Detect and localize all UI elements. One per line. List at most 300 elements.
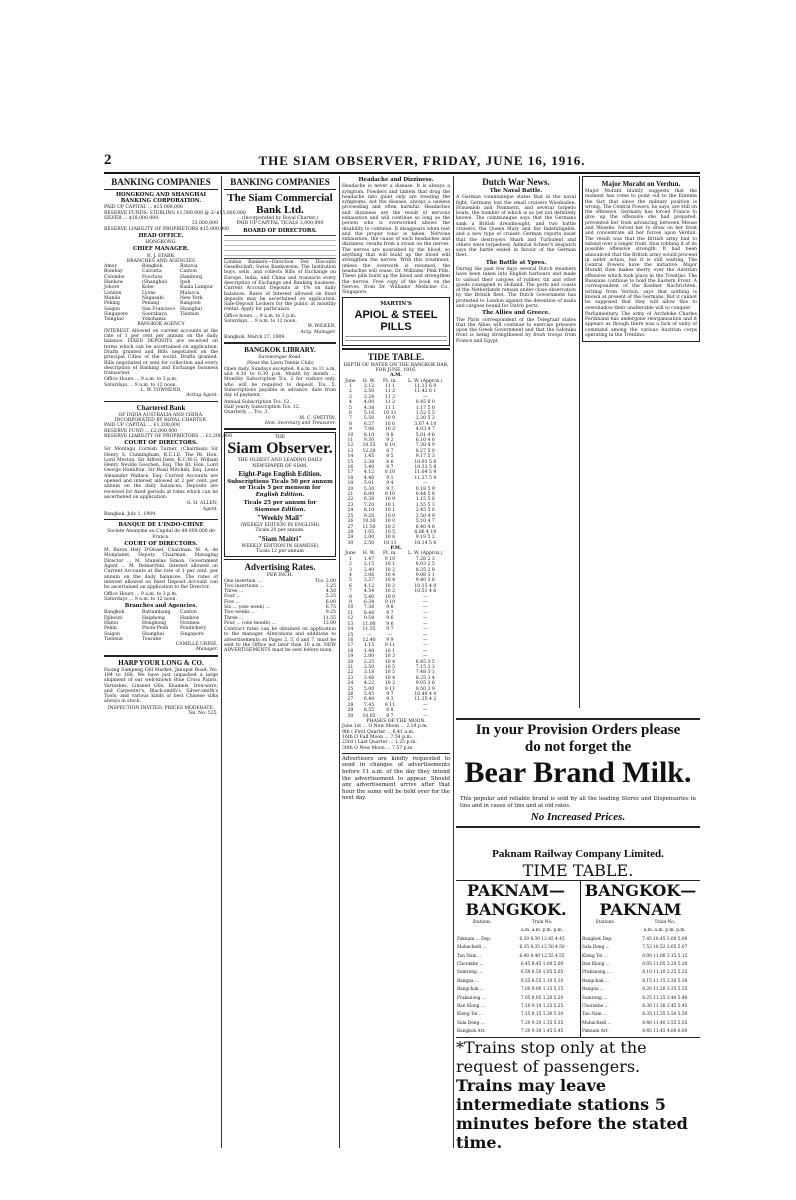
article-subheading: The Battle at Ypres. (485, 259, 547, 266)
merchant-notice: Facing Sampeng Old Market, Janupat Road, No. 184 to 188. We have just unpacked a large shipment of our well-known Blue Cross Paints, Varnishes, Linseed Oils, Enamels, Iron-ware, and Carpenter's, Black-smith's, Silver-smith's Tools, and various kinds of best Chinese silks always in stock. (104, 667, 218, 705)
tide-cell: 22 (347, 497, 354, 503)
subscription-rate: Ticals 25 per annum for (243, 499, 317, 506)
tide-cell: 7.28 2 3 (415, 556, 435, 562)
tide-cell: 5.16 (363, 410, 375, 416)
stations-label: Stations. (595, 920, 615, 925)
adrate-price: 3.25 (325, 583, 336, 589)
tide-cell: 9.19 5 2 (415, 535, 435, 541)
tide-cell: 10.01 5 6 (414, 459, 437, 465)
tide-cell: 10 1 (384, 562, 396, 568)
divider (456, 826, 700, 828)
tide-month: FOR JUNE, 1916. (375, 367, 417, 373)
divider (342, 753, 450, 754)
divider (224, 342, 336, 344)
branch-item: Lyons (142, 290, 156, 296)
ad-brand: Bear Brand Milk. (464, 756, 692, 789)
tide-cell: 4 (348, 573, 352, 579)
tide-cell: 2 (348, 389, 352, 395)
ad-tagline: No Increased Prices. (530, 811, 626, 824)
tide-cell: 23 (347, 675, 354, 681)
branch-item: London (104, 290, 122, 296)
branch-item: Pnom-Penh (142, 626, 169, 632)
station-name: Samrong ... (457, 970, 483, 976)
train-times: 6.40 8.40 12.55 4.55 (519, 953, 565, 959)
bank-name: The Siam Commercial Bank Ltd. (227, 192, 333, 216)
tide-cell: — (423, 605, 428, 611)
adrate-label: Two insertions ... (224, 583, 264, 589)
tide-cell: 1 (348, 383, 352, 389)
library-fee: Half yearly Subscription Tcs. 12. (224, 404, 301, 410)
station-name: Chorakhe ... (582, 1004, 609, 1010)
tide-cell: 11.42 6 1 (414, 389, 437, 395)
tide-cell: 14 (347, 627, 354, 633)
tide-cell: 3 (348, 394, 352, 400)
table-row (581, 1011, 700, 1019)
library-name: BANGKOK LIBRARY. (244, 346, 316, 355)
observer-name: Siam Observer. (227, 440, 333, 458)
tide-cell: 9 1 (386, 475, 394, 481)
tide-cell: — (423, 600, 428, 606)
tide-title: TIDE TABLE. (367, 351, 425, 362)
tide-cell: 11.55 (362, 627, 376, 633)
branch-item: Singapore (180, 631, 204, 637)
article-heading: Dutch War News. (482, 177, 550, 187)
tide-cell: 19 (347, 654, 354, 660)
divider (104, 401, 218, 402)
article-heading: Major Moraht on Verdun. (601, 180, 681, 188)
adrates-sub: PER INCH. (266, 573, 294, 579)
tide-cell: 9.30 (363, 438, 375, 443)
weekly-mail: "Weekly Mail" (257, 514, 303, 523)
tide-cell: 9.17 5 3 (415, 454, 435, 460)
article-body: Major Moraht bluntly suggests that the moment has come to point out to the Entente the fact that since the military position is wrong. The Central Powers, he says, are still on the offensive. Germany has forced France to give up the offensive she had prepared, prevented her from advancing between Meuse and Moselle, forced her to draw on her front and concentrate all her forces upon Verdun. The result was that the British army had to extend over a longer front, thus robbing it of its possible offensive strength. It had been announced that the British army would proceed in wider action, but it is still waiting. The Central Powers have the initiative. Major Moraht then makes merry over the Austrian offensive which took place in the Trentino. The Russians continue to hold the Eastern Front. A correspondent of the Koelner Nachrichten, writing from Verdun, says that nothing is known at present of the Germans. But it cannot be supposed that they will allow this to overshadow their unalterable will to conquer. (585, 189, 697, 311)
tide-cell: 4.12 (363, 470, 375, 476)
tide-cell: — (423, 621, 428, 627)
tide-cell: 26 (347, 519, 354, 525)
tide-cell: 4 (348, 400, 352, 406)
tide-cell: 30 (347, 713, 354, 719)
train-times: 7.45 10.45 3.00 5.00 (642, 936, 688, 942)
tide-cell: — (423, 648, 428, 654)
tide-cell: 11 2 (384, 400, 396, 406)
notice-date: Bangkok, July 1, 1909. (104, 511, 157, 517)
divider (104, 655, 218, 657)
tide-cell: 10 8 (384, 535, 396, 541)
tide-cell: 19 (347, 481, 354, 487)
tide-cell: 1.15 5 6 (415, 497, 435, 503)
column-verdun (582, 176, 700, 712)
tide-cell: 9.58 (363, 616, 375, 622)
advertisers-notice: Advertisers are kindly requested to send in changes of advertisements before 11 a.m. of the day they intend the advertisement to appear. Should any advertisement arrive after that hour the same will be held over for the next day. (342, 755, 450, 802)
adrate-label: Four ... (224, 594, 241, 600)
tide-cell: 9 (348, 427, 352, 433)
tide-cell: 12.40 (362, 637, 376, 643)
pills-ad (342, 297, 450, 345)
tide-cell: 8.10 (363, 508, 375, 514)
tide-cell: 1 (348, 556, 352, 562)
weekly-sub: (WEEKLY EDITION IN ENGLISH) (240, 523, 320, 529)
tide-cell: 12.20 (362, 448, 376, 454)
tide-col-header: June (345, 551, 356, 557)
divider (224, 559, 336, 560)
tide-cell: 10 1 (384, 502, 396, 508)
adrate-label: Five ... (224, 599, 240, 605)
library-subtitle: (Near the Lawn Tennis Club) (246, 360, 314, 366)
tide-cell: 10 11 (383, 410, 397, 416)
tide-cell: 1.55 5 3 (415, 502, 435, 508)
tide-cell: 6.00 (363, 492, 375, 498)
tide-cell: 8 11 (384, 702, 396, 708)
tide-cell: 6.38 (363, 497, 375, 503)
tide-cell: 10.33 5 8 (414, 465, 437, 471)
tide-cell: 3.50 4 9 (415, 513, 435, 519)
tide-cell: — (423, 481, 428, 487)
table-row (581, 944, 700, 952)
weekly-rate: Ticals 20 per annum. (255, 528, 305, 534)
capital-line: PAID UP CAPITAL ... $15,000,000 (104, 205, 183, 211)
adrate-label: Three ... (224, 615, 244, 621)
table-row (456, 936, 576, 944)
branch-item: Noumea (180, 620, 200, 626)
station-name: Mahachedi ... (457, 945, 487, 951)
divider (224, 428, 336, 430)
column-rule (453, 176, 454, 1148)
station-name: Paknam Arr. (582, 1029, 609, 1035)
article-heading: Headache and Dizziness. (358, 177, 434, 183)
column-health-tide (342, 176, 450, 1148)
adrate-price: 6.75 (325, 604, 336, 610)
adrate-label: One insertion ... (224, 578, 262, 584)
branches-label: BRANCHES AND AGENCIES (126, 258, 196, 264)
station-name: Paknam ... Dep. (457, 936, 492, 942)
tide-cell: 6.40 (363, 697, 375, 703)
tide-cell: 3.06 (363, 573, 375, 579)
station-name: Bangna ... (582, 987, 605, 993)
tide-cell: 25 (347, 513, 354, 519)
station-name: Samrong ... (582, 995, 608, 1001)
station-name: Bangkok Arr. (457, 1029, 486, 1035)
tide-col-header: Ft. in. (383, 551, 397, 557)
tide-cell: 8.03 2 5 (415, 562, 435, 568)
library-fee: Quarterly ... Tcs. 3. (224, 410, 269, 416)
head-office: HONGKONG. (145, 240, 177, 246)
table-row (456, 978, 576, 986)
signer-name: G. H. ALLEN, (186, 501, 218, 507)
train-times: 7.20 9.20 1.35 5.35 (520, 1020, 564, 1026)
tide-cell: 16 (347, 637, 354, 643)
tide-cell: — (423, 632, 428, 638)
station-name: Chorakhe ... (457, 962, 484, 968)
directors-list (224, 235, 336, 259)
branches-grid (104, 264, 218, 322)
directors-label: COURT OF DIRECTORS. (124, 440, 198, 447)
station-name: Bangna ... (457, 978, 480, 984)
train-times: 8.40 11.40 3.55 5.55 (642, 1020, 688, 1026)
tide-cell: 2.45 5 0 (415, 508, 435, 514)
observer-ad (224, 432, 336, 557)
signer-name: CAMILLE URINE, (175, 642, 218, 648)
tide-cell: 9 7 (386, 610, 394, 616)
tide-cell: 10 5 (384, 664, 396, 670)
incorporation: (Incorporated by Royal Charter.) (241, 216, 319, 221)
office-hours: Office Hours ... 9 a.m. to 3 p.m. (104, 377, 178, 383)
train-times: 7.05 9.05 1.20 5.20 (520, 995, 564, 1001)
tide-cell: 9 7 (386, 691, 394, 697)
tide-cell: 2.30 5 2 (415, 416, 435, 422)
station-name: Prakanong ... (457, 995, 487, 1001)
signer-title: Actg. Manager. (300, 329, 336, 335)
office-hours: Saturdays ... 9 a.m. to 12 noon. (224, 319, 297, 325)
adrate-label: Six ... (one week) ... (224, 604, 270, 610)
table-row (456, 995, 576, 1003)
train-times: 6.50 8.50 1.05 5.05 (520, 970, 564, 976)
maitri-sub: WEEKLY EDITION IN SIAMESE) (241, 543, 319, 549)
capital-line: PAID UP CAPITAL TICALS 3,000,000 (236, 221, 324, 227)
article-subheading: The Allies and Greece. (482, 310, 550, 317)
directors-label: COURT OF DIRECTORS. (124, 540, 198, 547)
signer-name: W. WILKEN, (307, 324, 336, 330)
tide-cell: 4.22 (363, 681, 375, 687)
tide-cell: 9.50 3 9 (415, 686, 435, 692)
tide-cell: 5.01 4 6 (415, 432, 435, 438)
adrate-price: 4.50 (325, 589, 336, 595)
tide-cell: 2.50 (363, 540, 375, 546)
tide-cell: 10.05 (362, 713, 376, 719)
moon-phases (342, 724, 450, 750)
tide-cell: 11.04 5 9 (414, 470, 437, 476)
tide-cell: 8 (348, 421, 352, 427)
station-name: Tan Nam ... (582, 1012, 608, 1018)
tide-cell: 6 (348, 410, 352, 416)
office-hours: Saturdays ... 9 a.m. to 12 noon. (104, 382, 177, 388)
signer-name: M. C. SMITTIN, (299, 415, 336, 421)
tide-cell: 5.40 (363, 594, 375, 600)
train-times: 8.10 11.10 3.25 5.25 (642, 970, 688, 976)
moon-phase: 30th O New Moon ... 7.57 p.m. (342, 745, 414, 751)
edition-title: Eight-Page English Edition. (238, 470, 322, 478)
tide-cell: 2.38 (363, 459, 375, 465)
tide-am-label: A.M. (390, 373, 402, 379)
tide-cell: 28 (347, 529, 354, 535)
tide-cell: 9 8 (386, 605, 394, 611)
incorporation: INCORPORATED BY ROYAL CHARTER. (114, 417, 208, 423)
branch-item: Canton (180, 610, 197, 616)
tide-cell: 13 (347, 448, 354, 454)
tide-cell: 10 0 (384, 513, 396, 519)
branch-item: Penang (142, 301, 160, 307)
table-row (581, 978, 700, 986)
capital-line: 33,000,000 (191, 221, 218, 227)
capital-list (104, 205, 246, 232)
train-times: 8.20 11.20 3.35 5.35 (642, 987, 688, 993)
tide-cell: — (387, 632, 393, 638)
branch-item: Bangkok (104, 610, 125, 616)
bank-name: Chartered Bank (136, 403, 186, 412)
tide-cell: 10.55 (362, 443, 376, 449)
tide-cell: 7.20 (363, 502, 375, 508)
merchant-footer: INSPECTION INVITED. PRICES MODERATE. (107, 705, 215, 711)
tide-cell: 0.44 5 8 (415, 492, 435, 498)
tide-cell: 11 2 (384, 394, 396, 400)
tide-cell: 1.15 (363, 643, 375, 649)
tide-cell: — (423, 616, 428, 622)
tide-cell: — (423, 702, 428, 708)
tide-cell: 6.34 (363, 600, 375, 606)
tide-cell: 3.37 (363, 578, 375, 584)
tide-cell: 30 (347, 540, 354, 546)
branch-item: Foochow (142, 274, 163, 280)
tide-cell: 10.30 (362, 519, 376, 525)
tide-cell: 9 9 (386, 637, 394, 643)
train-times: 6.45 8.45 1.00 5.00 (520, 962, 564, 968)
tide-cell: 8.25 3 4 (415, 675, 435, 681)
tide-cell: 1.45 (363, 454, 375, 460)
newspaper-title: THE SIAM OBSERVER, FRIDAY, JUNE 16, 1916. (258, 153, 586, 168)
tide-cell: 10 3 (384, 654, 396, 660)
article-body: The Paris correspondent of the Telegraaf states that the Allies will continue to exercise pressure upon the Greek Government and that the Salonika front is being strengthened by fresh troops from France and Egypt. (456, 317, 576, 344)
library-fee: Annual Subscription Tcs. 12. (224, 399, 291, 405)
tide-cell: 10 4 (384, 573, 396, 579)
tide-cell: 7 (348, 589, 352, 595)
branch-item: Bombay (104, 269, 123, 275)
tide-cell: 10 (347, 605, 354, 611)
tide-cell: 18 (347, 648, 354, 654)
article-body: Headache is never a disease. It is always a symptom. Powders and tablets that drug the headache into quiet only are treating the symptoms, not the disease, always a useless proceeding and often harmful. Headaches and dizziness are the result of nervous exhaustion and will continue so long as the person who is overworked allows the disability to continue. It disappears when rest and the proper tonic is taken. Nervous exhaustion, the cause of such headaches and dizziness, results from a strain on the nerves. The nerves are nourished by the blood, so anything that will build up the blood will strengthen the nerves. With this treatment, unless the overwork is resumed, the headaches will cease. Dr. Williams' Pink Pills. These pills build up the blood and strengthen the nerves. Free copy of the book on the Nerves, from Dr. Williams' Medicine Co., Singapore. (342, 184, 450, 296)
tide-cell: 29 (347, 535, 354, 541)
tide-cell: 21 (347, 664, 354, 670)
library-location: Surawongse Road. (258, 355, 302, 361)
signer-title: Agent. (202, 506, 218, 512)
branch-item: Colombo (104, 274, 125, 280)
tide-cell: 3.07 4 10 (414, 421, 437, 427)
branch-item: Manila (104, 295, 121, 301)
ampm-row: a.m. a.m. p.m. p.m. (521, 928, 564, 934)
tide-cell: 6.40 4 8 (415, 524, 435, 530)
tide-cell: 10 4 (384, 659, 396, 665)
agency-label: BANGKOK AGENCY (137, 322, 185, 328)
tide-cell: 10.15 4 0 (414, 583, 437, 589)
train-times: 6.30 8.30 12.45 4.45 (519, 936, 565, 942)
tide-cell: 0.45 6 0 (415, 400, 435, 406)
station-name: Mahachedi ... (582, 1020, 612, 1026)
branch-item: Pondichery (180, 626, 207, 632)
branch-item: Haiphong (142, 615, 165, 621)
tide-cell: 12 (347, 616, 354, 622)
tide-cell: 11 2 (384, 389, 396, 395)
table-row (456, 1028, 576, 1036)
tide-cell: 8 7 (386, 465, 394, 471)
tide-cell: 10 5 (384, 670, 396, 676)
tide-cell: 10 0 (384, 497, 396, 503)
train-times: 7.10 9.10 1.25 5.25 (520, 1004, 564, 1010)
tide-cell: 24 (347, 508, 354, 514)
train-times: 8.45 11.45 4.00 6.00 (642, 1029, 688, 1035)
tide-cell: 10 2 (384, 589, 396, 595)
tide-cell: 10 1 (384, 648, 396, 654)
tide-cell: 11.13 6 0 (414, 383, 437, 389)
adrates-table (224, 579, 336, 627)
tide-cell: 9 4 (386, 481, 394, 487)
tide-cell: 8.10 (363, 432, 375, 438)
branch-item: Pekin (104, 626, 117, 632)
table-row (456, 961, 576, 969)
tide-cell: 11.35 4 2 (414, 697, 437, 703)
station-name: Klong Toi ... (582, 953, 609, 959)
adrate-price: 9.25 (325, 610, 336, 616)
article-subheading: The Naval Battle. (489, 188, 543, 194)
merchant-tel: Tel. No. 535. (188, 711, 218, 717)
tide-cell: 8.27 5 0 (415, 448, 435, 454)
tide-cell: 7 (348, 416, 352, 422)
station-name: Klong Toi ... (457, 1012, 484, 1018)
tide-cell: 10 0 (384, 519, 396, 525)
branch-item: Kuala Lumpur (180, 285, 214, 291)
branch-item: Amoy (104, 264, 118, 270)
article-body: A German communique states that in the naval fight, Germany lost the small cruisers Wiesbaden, Frauenlob and Pommern, and several torpedo boats, the number of which is as yet not definitely known. The communique says that the Germans sank a British dreadnought, and two battle cruisers, the Queen Mary and the Indefatigable, and a new type of cruiser. German reports insist that the destroyers Shark and Turbulent and others were torpedoed. Admiral Scheer's despatch says the battle ended in favour of the German fleet. (456, 195, 576, 259)
train-label: Train No. (531, 920, 553, 925)
branch-item: Djibouti (104, 615, 123, 621)
branch-item: Hankow (104, 280, 124, 286)
tide-cell: 10 3 (384, 583, 396, 589)
branches-label: Branches and Agencies. (124, 603, 198, 610)
train-times: 6.35 8.35 12.50 4.50 (519, 945, 565, 951)
tide-cell: 2.00 (363, 654, 375, 660)
tide-cell: 8.35 2 8 (415, 567, 435, 573)
tide-cell: 2.50 (363, 389, 375, 395)
tide-cell: 17 (347, 470, 354, 476)
tide-cell: 10 2 (384, 524, 396, 530)
column-war-news (456, 176, 576, 712)
table-row (581, 953, 700, 961)
tide-cell: 5.30 (363, 486, 375, 492)
tide-cell: 1.17 5 8 (415, 405, 435, 411)
timetable-right (580, 881, 700, 1037)
tide-cell: 2.50 (363, 664, 375, 670)
branch-item: Shanghai (142, 631, 164, 637)
branch-item: Hongkong (142, 620, 167, 626)
tide-cell: 4.03 4 7 (415, 427, 435, 433)
tide-cell: 11.50 (362, 524, 376, 530)
train-times: 7.15 9.15 1.30 5.30 (520, 1012, 564, 1018)
tide-cell: 4.00 (363, 400, 375, 406)
subscription-rate: Subscriptions Ticals 50 per annum or Ticals 5 per mensem for (227, 479, 333, 492)
divider (456, 718, 700, 720)
tide-cell: 27 (347, 697, 354, 703)
tide-cell: 9 8 (386, 432, 394, 438)
train-times: 7.53 10.52 3.05 5.07 (642, 945, 688, 951)
branch-item: Yokohama (142, 317, 166, 323)
station-name: Bangkok Dep. (582, 936, 613, 942)
tide-cell: 7.06 (363, 427, 375, 433)
bank-name: BANQUE DE L'INDO-CHINE (118, 522, 204, 529)
tide-cell: 26 (347, 691, 354, 697)
capital-line: RESERVE FUND ... £2,000,000 (104, 428, 178, 434)
signer-title: Manager. (196, 647, 218, 653)
tide-cell: 8 8 (386, 708, 394, 714)
signer-name: L. W. TOWNEND, (140, 388, 182, 394)
tide-cell: — (423, 637, 428, 643)
pills-brand: MARTIN'S (380, 301, 412, 308)
tide-cell: 9.08 3 1 (415, 573, 435, 579)
tide-cell: — (423, 610, 428, 616)
tide-cell: 25 (347, 686, 354, 692)
ad-line: do not forget the (524, 739, 632, 755)
branch-item: Canton (180, 269, 197, 275)
train-times: 8.15 11.15 3.30 5.30 (642, 978, 688, 984)
tide-cell: 10 5 (384, 529, 396, 535)
tide-pm-label: P.M. (390, 546, 402, 552)
tide-cell: — (423, 594, 428, 600)
